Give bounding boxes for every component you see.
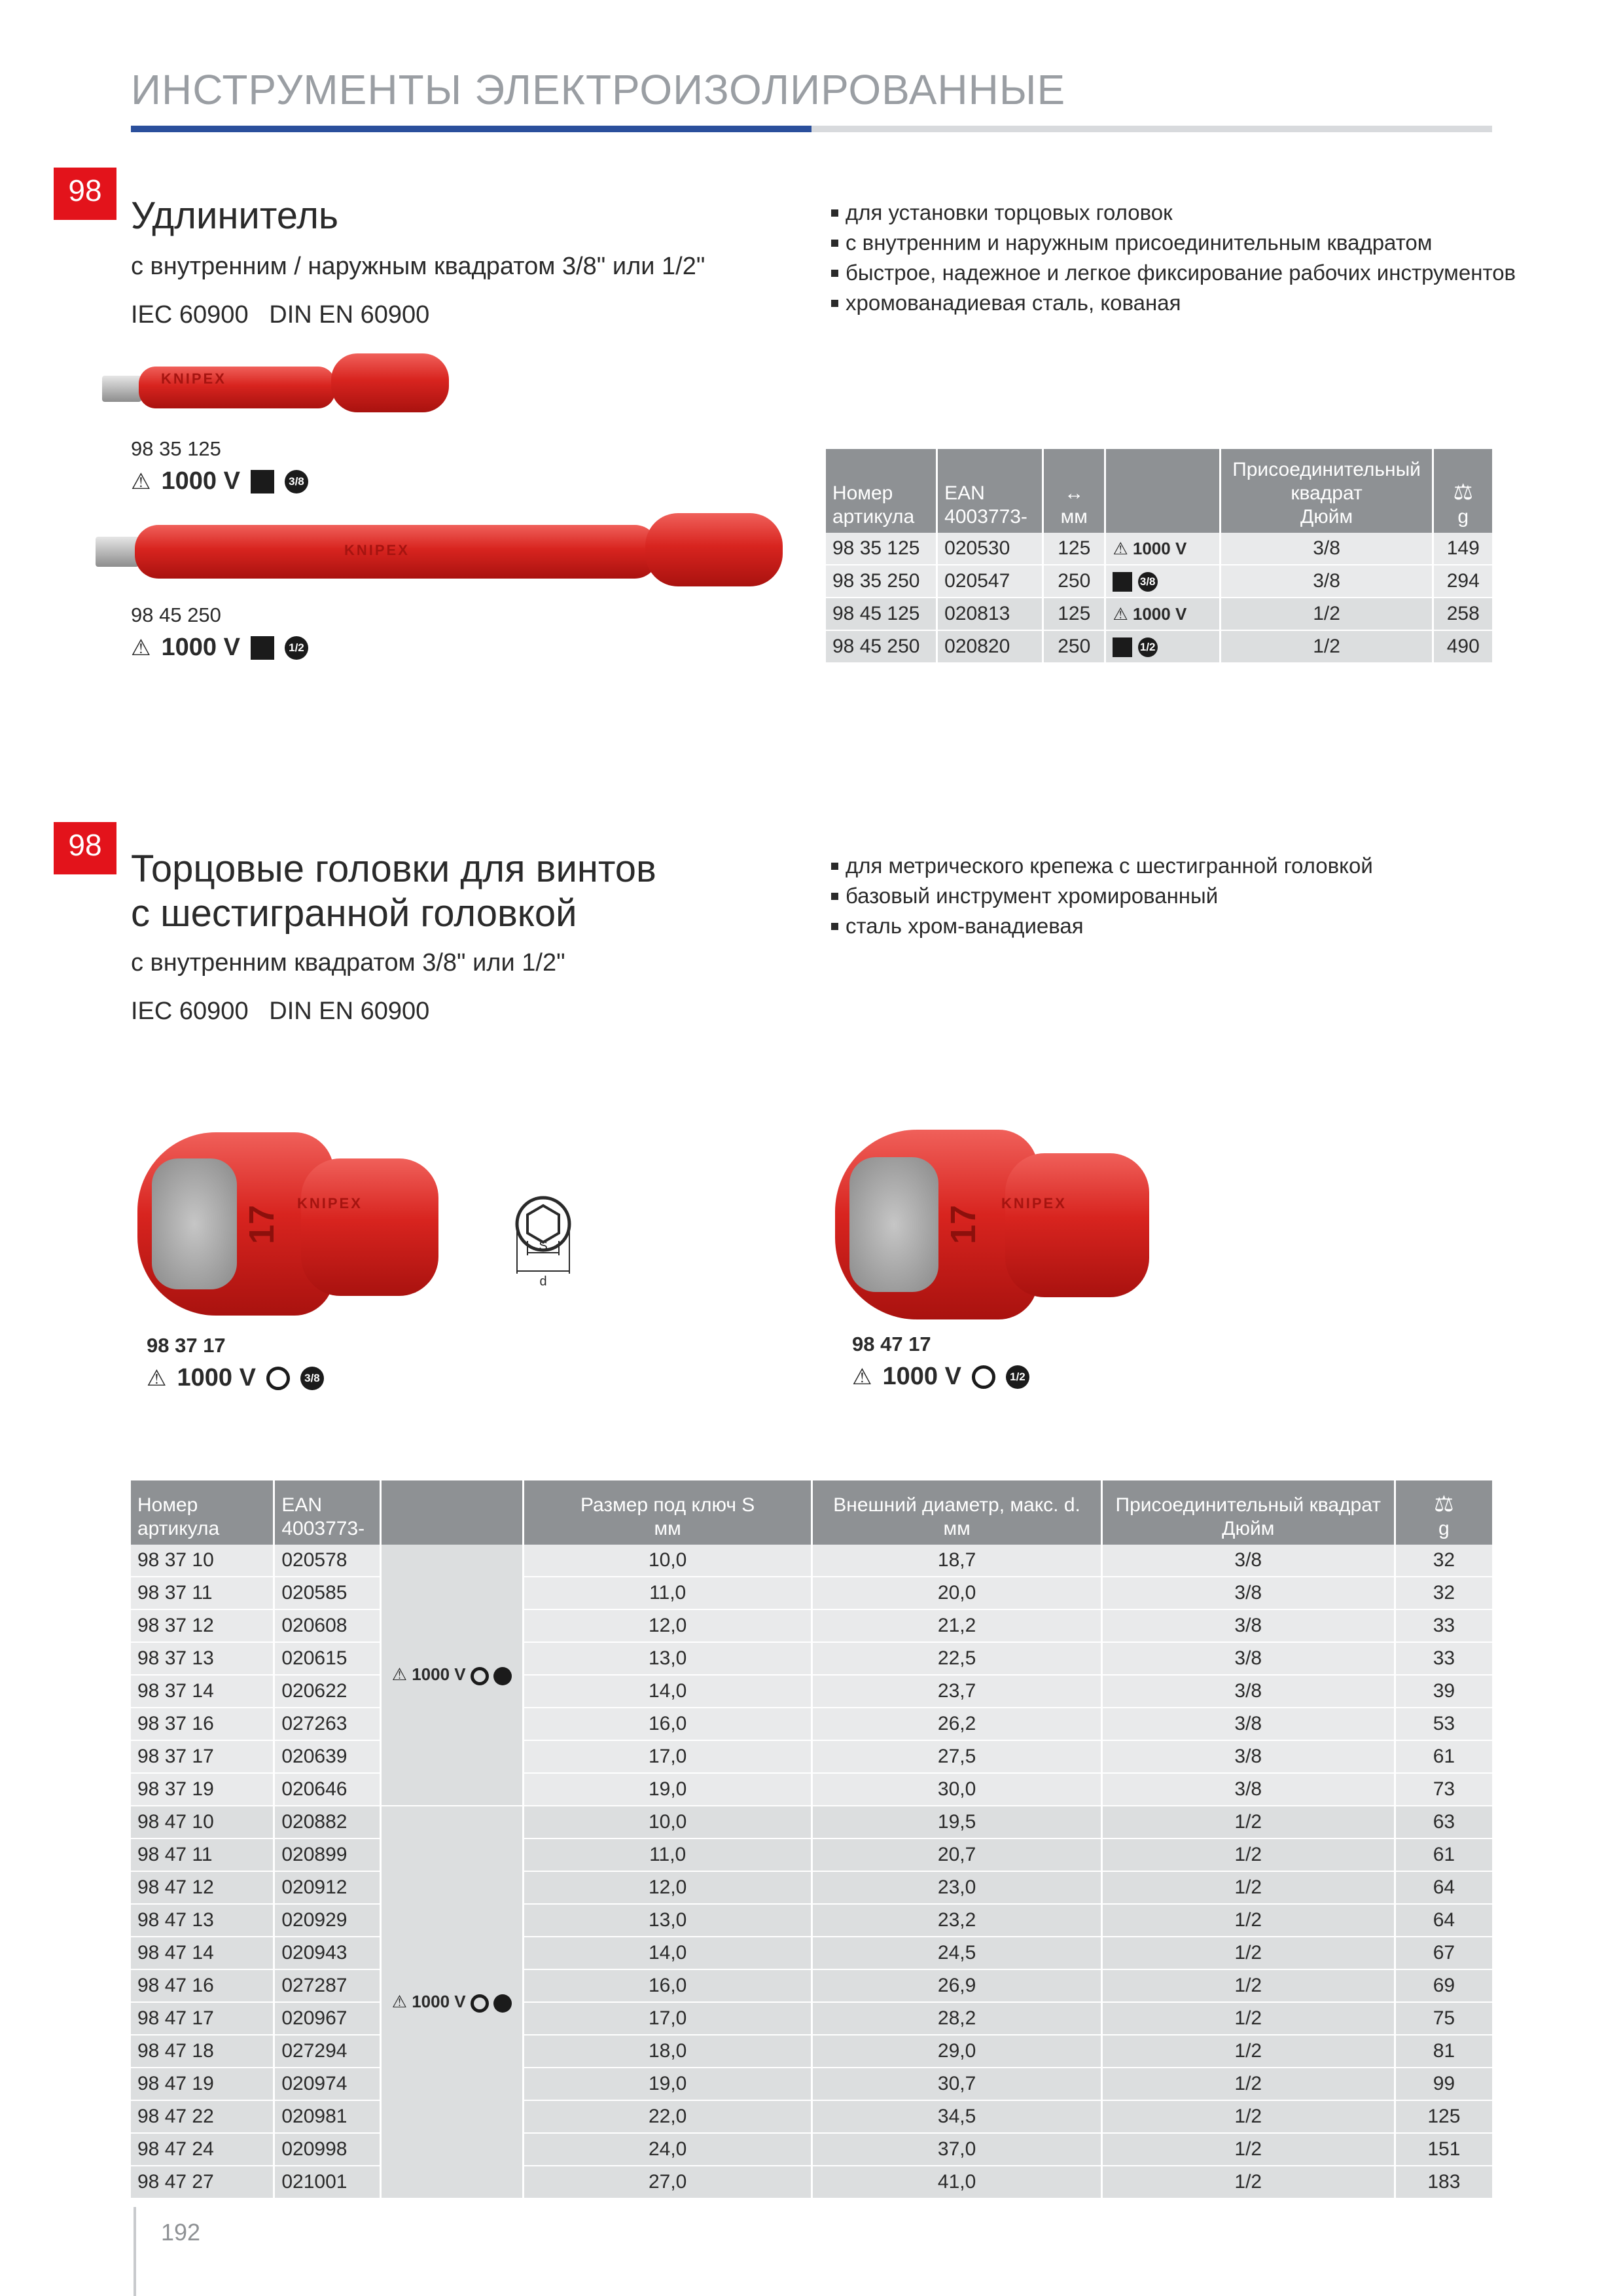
square-drive-icon [251, 470, 274, 493]
ean-cell: 020882 [274, 1806, 381, 1839]
size-cell: 10,0 [523, 1806, 812, 1839]
col-ean: EAN 4003773- [937, 449, 1043, 533]
group-symbol-cell [380, 1545, 523, 1806]
weight-cell: 33 [1395, 1642, 1492, 1675]
feature-item: базовый инструмент хромированный [831, 881, 1373, 911]
diameter-cell: 41,0 [812, 2166, 1101, 2198]
weight-cell: 69 [1395, 1969, 1492, 2002]
article-cell: 98 47 24 [131, 2133, 274, 2166]
article-cell: 98 37 11 [131, 1577, 274, 1609]
square-cell: 3/8 [1101, 1577, 1395, 1609]
diameter-cell: 23,2 [812, 1904, 1101, 1937]
article-cell: 98 37 19 [131, 1773, 274, 1806]
extension-head [645, 513, 783, 586]
voltage-label: 1000 V [161, 634, 240, 661]
voltage-triangle-icon: ⚠ [131, 469, 151, 494]
voltage-label: 1000 V [412, 1992, 466, 2012]
group-symbol-cell [380, 1806, 523, 2198]
table-row: 98 45 250 020820 250 1/2 1/2 490 [826, 630, 1492, 663]
standards-text: IEC 60900 DIN EN 60900 [131, 301, 430, 329]
table-row [131, 2133, 1492, 2166]
weight-cell: 39 [1395, 1675, 1492, 1708]
page-number: 192 [161, 2219, 201, 2246]
diameter-cell: 18,7 [812, 1545, 1101, 1577]
diagram-s-label: S [539, 1239, 548, 1253]
product-code: 98 35 125 [131, 437, 221, 460]
size-cell: 11,0 [523, 1839, 812, 1871]
table-row [131, 1871, 1492, 1904]
col-square: Присоединительный квадрат Дюйм [1220, 449, 1433, 533]
article-cell: 98 47 13 [131, 1904, 274, 1937]
diameter-cell: 21,2 [812, 1609, 1101, 1642]
table-row: 98 35 125 020530 125 ⚠ 1000 V 3/8 149 [826, 533, 1492, 565]
feature-item: для метрического крепежа с шестигранной головкой [831, 851, 1373, 881]
col-article: Номер артикула [826, 449, 937, 533]
weight-cell: 32 [1395, 1545, 1492, 1577]
article-cell: 98 47 19 [131, 2068, 274, 2100]
diameter-cell: 23,7 [812, 1675, 1101, 1708]
socket-opening [849, 1157, 938, 1292]
section-badge: 98 [54, 822, 116, 874]
feature-item: хромованадиевая сталь, кованая [831, 288, 1516, 318]
diameter-cell: 30,0 [812, 1773, 1101, 1806]
length-arrows-icon: ↔ [1064, 482, 1084, 504]
ean-cell: 020622 [274, 1675, 381, 1708]
hex-ring-icon [266, 1367, 290, 1390]
square-drive-tip [96, 537, 139, 567]
table-row [131, 1969, 1492, 2002]
table-row [131, 2100, 1492, 2133]
feature-item: для установки торцовых головок [831, 198, 1516, 228]
socket-image [835, 1123, 1149, 1326]
size-cell: 19,0 [523, 1773, 812, 1806]
table-row [131, 1904, 1492, 1937]
voltage-symbol: ⚠ 1000 V [1105, 598, 1220, 630]
square-cell: 3/8 [1101, 1708, 1395, 1740]
size-cell: 27,0 [523, 2166, 812, 2198]
col-article: Номер артикула [131, 1480, 274, 1545]
square-cell: 3/8 [1101, 1740, 1395, 1773]
ean-cell: 020615 [274, 1642, 381, 1675]
table-row [131, 2068, 1492, 2100]
section-subtitle: с внутренним квадратом 3/8" или 1/2" [131, 949, 565, 977]
voltage-label: 1000 V [412, 1664, 466, 1685]
hex-socket-diagram [504, 1185, 582, 1289]
voltage-triangle-icon: ⚠ [147, 1365, 167, 1391]
weight-cell: 32 [1395, 1577, 1492, 1609]
square-cell: 1/2 [1101, 2002, 1395, 2035]
weight-cell: 151 [1395, 2133, 1492, 2166]
brand-label: KNIPEX [297, 1195, 363, 1211]
ean-cell: 021001 [274, 2166, 381, 2198]
col-symbol [1105, 449, 1220, 533]
square-drive-tip [102, 376, 141, 402]
ean-cell: 020639 [274, 1740, 381, 1773]
ean-cell: 020899 [274, 1839, 381, 1871]
weight-cell: 64 [1395, 1904, 1492, 1937]
section-title-line2: с шестигранной головкой [131, 892, 577, 935]
socket-image [137, 1126, 438, 1322]
diameter-cell: 28,2 [812, 2002, 1101, 2035]
article-cell: 98 47 10 [131, 1806, 274, 1839]
ean-cell: 020578 [274, 1545, 381, 1577]
square-cell: 3/8 [1101, 1675, 1395, 1708]
feature-item: с внутренним и наружным присоединительным квадратом [831, 228, 1516, 258]
table-row [131, 1740, 1492, 1773]
scale-weight-icon: ⚖ [1453, 480, 1473, 505]
voltage-triangle-icon: ⚠ [391, 1664, 407, 1685]
size-cell: 18,0 [523, 2035, 812, 2068]
page-header-title: ИНСТРУМЕНТЫ ЭЛЕКТРОИЗОЛИРОВАННЫЕ [131, 66, 1066, 113]
article-cell: 98 47 11 [131, 1839, 274, 1871]
table-row [131, 2035, 1492, 2068]
weight-cell: 33 [1395, 1609, 1492, 1642]
table-row: 98 45 125 020813 125 ⚠ 1000 V 1/2 258 [826, 598, 1492, 630]
hex-ring-icon [471, 1667, 489, 1685]
square-size-icon: 1/2 [285, 636, 308, 660]
article-cell: 98 37 12 [131, 1609, 274, 1642]
header-rule [131, 126, 1492, 132]
article-cell: 98 47 14 [131, 1937, 274, 1969]
ean-cell: 027263 [274, 1708, 381, 1740]
square-cell: 1/2 [1101, 2166, 1395, 2198]
size-cell: 12,0 [523, 1609, 812, 1642]
size-cell: 19,0 [523, 2068, 812, 2100]
socket-opening [152, 1158, 237, 1289]
diameter-cell: 37,0 [812, 2133, 1101, 2166]
article-cell: 98 37 16 [131, 1708, 274, 1740]
square-cell: 1/2 [1101, 1839, 1395, 1871]
section-badge: 98 [54, 168, 116, 220]
table-row [131, 2002, 1492, 2035]
col-diameter: Внешний диаметр, макс. d. мм [812, 1480, 1101, 1545]
size-cell: 22,0 [523, 2100, 812, 2133]
size-cell: 14,0 [523, 1675, 812, 1708]
table-row [131, 1577, 1492, 1609]
article-cell: 98 37 10 [131, 1545, 274, 1577]
product-code: 98 47 17 [852, 1333, 931, 1355]
article-cell: 98 37 17 [131, 1740, 274, 1773]
article-cell: 98 47 18 [131, 2035, 274, 2068]
table-row [131, 1708, 1492, 1740]
weight-cell: 81 [1395, 2035, 1492, 2068]
ean-cell: 020912 [274, 1871, 381, 1904]
section-title-line1: Торцовые головки для винтов [131, 848, 656, 890]
diameter-cell: 24,5 [812, 1937, 1101, 1969]
weight-cell: 183 [1395, 2166, 1492, 2198]
ean-cell: 027287 [274, 1969, 381, 2002]
square-cell: 3/8 [1101, 1545, 1395, 1577]
product-specs [131, 634, 308, 662]
table-row: 98 35 250 020547 250 3/8 3/8 294 [826, 565, 1492, 598]
diagram-d-label: d [539, 1274, 547, 1289]
square-cell: 1/2 [1101, 2068, 1395, 2100]
square-size-icon [493, 1667, 512, 1685]
size-cell: 11,0 [523, 1577, 812, 1609]
hex-ring-icon [972, 1365, 995, 1389]
socket-body [301, 1158, 438, 1296]
feature-list [831, 198, 1516, 318]
col-square: Присоединительный квадрат Дюйм [1101, 1480, 1395, 1545]
ean-cell: 020929 [274, 1904, 381, 1937]
feature-item: сталь хром-ванадиевая [831, 911, 1373, 941]
square-size-icon: 1/2 [1006, 1365, 1029, 1389]
ean-cell: 020967 [274, 2002, 381, 2035]
size-cell: 24,0 [523, 2133, 812, 2166]
weight-cell: 75 [1395, 2002, 1492, 2035]
table-row [131, 1675, 1492, 1708]
square-cell: 1/2 [1101, 1904, 1395, 1937]
voltage-label: 1000 V [177, 1364, 256, 1391]
footer-rule [134, 2207, 136, 2296]
diameter-cell: 30,7 [812, 2068, 1101, 2100]
diameter-cell: 22,5 [812, 1642, 1101, 1675]
square-cell: 3/8 [1101, 1773, 1395, 1806]
table-row [131, 1642, 1492, 1675]
article-cell: 98 47 27 [131, 2166, 274, 2198]
article-cell: 98 37 14 [131, 1675, 274, 1708]
square-cell: 1/2 [1101, 1871, 1395, 1904]
diameter-cell: 29,0 [812, 2035, 1101, 2068]
section-title: Удлинитель [131, 194, 339, 237]
size-cell: 13,0 [523, 1904, 812, 1937]
socket-size-label: 17 [944, 1204, 984, 1245]
weight-cell: 64 [1395, 1871, 1492, 1904]
hex-ring-icon [471, 1994, 489, 2013]
voltage-triangle-icon: ⚠ [852, 1364, 872, 1390]
square-cell: 1/2 [1101, 2100, 1395, 2133]
weight-cell: 53 [1395, 1708, 1492, 1740]
ean-cell: 020608 [274, 1609, 381, 1642]
drive-symbol: 1/2 [1105, 630, 1220, 663]
header-rule-accent [131, 126, 812, 132]
table-row [131, 1806, 1492, 1839]
diameter-cell: 23,0 [812, 1871, 1101, 1904]
weight-cell: 99 [1395, 2068, 1492, 2100]
article-cell: 98 47 22 [131, 2100, 274, 2133]
ean-cell: 020998 [274, 2133, 381, 2166]
weight-cell: 61 [1395, 1839, 1492, 1871]
product-specs [147, 1364, 324, 1392]
square-cell: 1/2 [1101, 1937, 1395, 1969]
square-size-icon: 3/8 [300, 1367, 324, 1390]
col-length: ↔ мм [1043, 449, 1105, 533]
diameter-cell: 20,0 [812, 1577, 1101, 1609]
size-cell: 17,0 [523, 2002, 812, 2035]
article-cell: 98 47 16 [131, 1969, 274, 2002]
socket-table-body [131, 1545, 1492, 2198]
square-size-icon: 3/8 [285, 470, 308, 493]
table-row [131, 1545, 1492, 1577]
weight-cell: 125 [1395, 2100, 1492, 2133]
size-cell: 16,0 [523, 1708, 812, 1740]
size-cell: 13,0 [523, 1642, 812, 1675]
square-cell: 1/2 [1101, 2035, 1395, 2068]
col-size: Размер под ключ S мм [523, 1480, 812, 1545]
weight-cell: 73 [1395, 1773, 1492, 1806]
ean-cell: 020585 [274, 1577, 381, 1609]
brand-label: KNIPEX [1001, 1195, 1067, 1211]
diameter-cell: 34,5 [812, 2100, 1101, 2133]
square-cell: 3/8 [1101, 1642, 1395, 1675]
feature-list [831, 851, 1373, 941]
ean-cell: 027294 [274, 2035, 381, 2068]
article-cell: 98 37 13 [131, 1642, 274, 1675]
weight-cell: 61 [1395, 1740, 1492, 1773]
extension-head [331, 353, 449, 412]
weight-cell: 63 [1395, 1806, 1492, 1839]
drive-symbol: 3/8 [1105, 565, 1220, 598]
col-weight: ⚖ g [1395, 1480, 1492, 1545]
square-cell: 1/2 [1101, 1806, 1395, 1839]
article-cell: 98 47 17 [131, 2002, 274, 2035]
ean-cell: 020981 [274, 2100, 381, 2133]
feature-item: быстрое, надежное и легкое фиксирование рабочих инструментов [831, 258, 1516, 288]
ean-cell: 020974 [274, 2068, 381, 2100]
extension-spec-table [826, 449, 1492, 664]
diameter-cell: 26,9 [812, 1969, 1101, 2002]
table-row [131, 2166, 1492, 2198]
square-cell: 1/2 [1101, 1969, 1395, 2002]
extension-image-short [102, 347, 455, 412]
socket-spec-table [131, 1480, 1492, 2199]
square-cell: 1/2 [1101, 2133, 1395, 2166]
scale-weight-icon: ⚖ [1434, 1492, 1454, 1516]
table-row [131, 1609, 1492, 1642]
square-cell: 3/8 [1101, 1609, 1395, 1642]
table-row [131, 1937, 1492, 1969]
size-cell: 10,0 [523, 1545, 812, 1577]
square-size-icon [493, 1994, 512, 2013]
extension-image-long [96, 511, 789, 589]
table-row [131, 1839, 1492, 1871]
size-cell: 12,0 [523, 1871, 812, 1904]
ean-cell: 020943 [274, 1937, 381, 1969]
section-subtitle: с внутренним / наружным квадратом 3/8" или 1/2" [131, 253, 705, 280]
product-code: 98 37 17 [147, 1334, 226, 1357]
table-row [131, 1773, 1492, 1806]
weight-cell: 67 [1395, 1937, 1492, 1969]
col-symbol [380, 1480, 523, 1545]
square-drive-icon [251, 636, 274, 660]
size-cell: 14,0 [523, 1937, 812, 1969]
voltage-triangle-icon: ⚠ [131, 635, 151, 660]
socket-size-label: 17 [242, 1204, 282, 1245]
voltage-symbol: ⚠ 1000 V [1105, 533, 1220, 565]
diameter-cell: 19,5 [812, 1806, 1101, 1839]
brand-label: KNIPEX [344, 542, 410, 558]
voltage-label: 1000 V [161, 467, 240, 495]
brand-label: KNIPEX [161, 370, 226, 387]
ean-cell: 020646 [274, 1773, 381, 1806]
article-cell: 98 47 12 [131, 1871, 274, 1904]
diameter-cell: 27,5 [812, 1740, 1101, 1773]
size-cell: 16,0 [523, 1969, 812, 2002]
col-ean: EAN 4003773- [274, 1480, 381, 1545]
socket-body [1005, 1153, 1149, 1297]
size-cell: 17,0 [523, 1740, 812, 1773]
diameter-cell: 26,2 [812, 1708, 1101, 1740]
product-specs [852, 1363, 1029, 1391]
diameter-cell: 20,7 [812, 1839, 1101, 1871]
standards-text: IEC 60900 DIN EN 60900 [131, 997, 430, 1025]
voltage-label: 1000 V [882, 1363, 961, 1390]
product-specs [131, 467, 308, 495]
voltage-triangle-icon: ⚠ [391, 1992, 407, 2012]
product-code: 98 45 250 [131, 603, 221, 626]
col-weight: ⚖ g [1433, 449, 1492, 533]
